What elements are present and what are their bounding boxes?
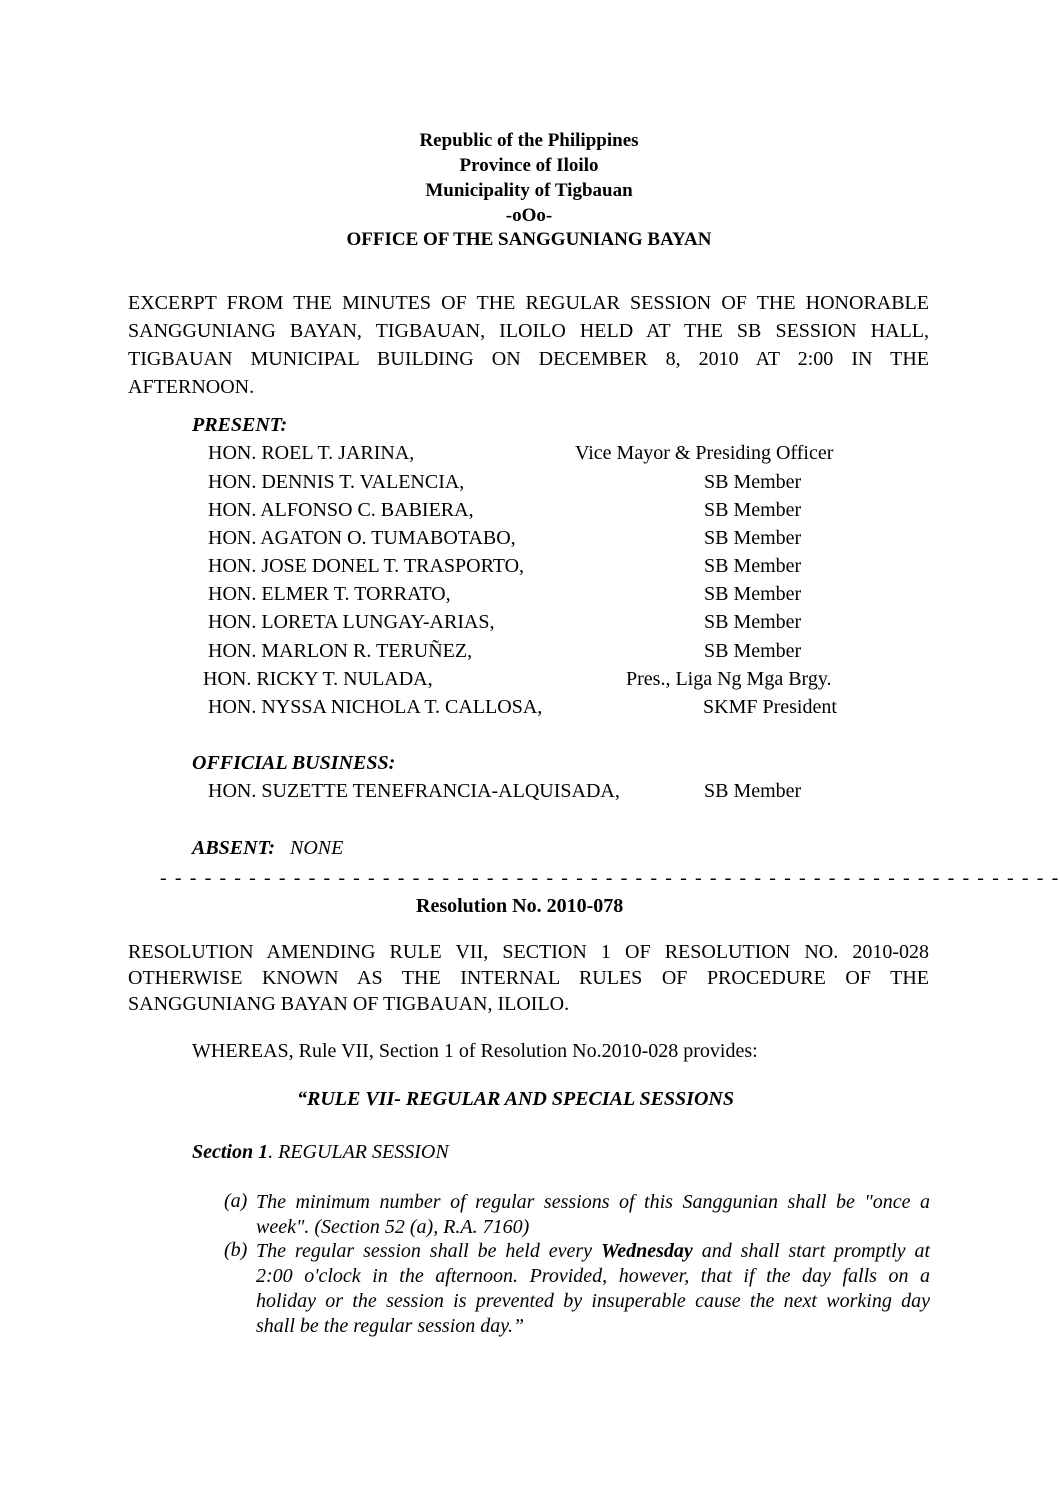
section-heading xyxy=(192,1141,449,1164)
member-name: HON. MARLON R. TERUÑEZ, xyxy=(208,640,473,662)
header-province: Province of Iloilo xyxy=(459,155,599,176)
member-role: SB Member xyxy=(704,583,802,605)
header-ornament: -oOo- xyxy=(505,205,553,226)
resolution-title-line: OTHERWISE KNOWN AS THE INTERNAL RULES OF PROCEDURE OF THE xyxy=(128,967,929,989)
section-label: Section 1 xyxy=(192,1141,269,1163)
absent-label: ABSENT: xyxy=(192,837,275,859)
resolution-title-line: SANGGUNIANG BAYAN OF TIGBAUAN, ILOILO. xyxy=(128,993,570,1015)
item-marker: (a) xyxy=(224,1190,248,1212)
member-name: HON. AGATON O. TUMABOTABO, xyxy=(208,527,516,549)
rule-item-a xyxy=(224,1190,930,1240)
excerpt-paragraph xyxy=(128,289,929,401)
header-republic: Republic of the Philippines xyxy=(419,130,639,151)
excerpt-line: TIGBAUAN MUNICIPAL BUILDING ON DECEMBER 8, 2010 AT 2:00 IN THE xyxy=(128,348,929,370)
header-municipality: Municipality of Tigbauan xyxy=(425,180,633,201)
whereas-clause: WHEREAS, Rule VII, Section 1 of Resolution No.2010-028 provides: xyxy=(192,1040,758,1062)
header-office: OFFICE OF THE SANGGUNIANG BAYAN xyxy=(346,229,712,250)
excerpt-line: SANGGUNIANG BAYAN, TIGBAUAN, ILOILO HELD AT THE SB SESSION HALL, xyxy=(128,320,929,342)
item-line: holiday or the session is prevented by insuperable cause the next working day xyxy=(256,1290,930,1312)
weekday-emphasis: Wednesday xyxy=(600,1240,693,1262)
member-name: HON. SUZETTE TENEFRANCIA-ALQUISADA, xyxy=(208,780,620,802)
member-name: HON. DENNIS T. VALENCIA, xyxy=(208,471,465,493)
excerpt-line: AFTERNOON. xyxy=(128,376,255,398)
rule-heading: “RULE VII- REGULAR AND SPECIAL SESSIONS xyxy=(297,1088,734,1110)
resolution-number: Resolution No. 2010-078 xyxy=(416,895,624,917)
item-line: The minimum number of regular sessions of this Sanggunian shall be "once a xyxy=(256,1191,930,1213)
resolution-title-line: RESOLUTION AMENDING RULE VII, SECTION 1 OF RESOLUTION NO. 2010-028 xyxy=(128,941,929,963)
absent-value: NONE xyxy=(289,837,344,859)
resolution-title xyxy=(128,939,929,1017)
member-name: HON. LORETA LUNGAY-ARIAS, xyxy=(208,611,495,633)
absent-row xyxy=(192,837,343,860)
member-role: SB Member xyxy=(704,640,802,662)
member-name: HON. NYSSA NICHOLA T. CALLOSA, xyxy=(208,696,543,718)
item-line: 2:00 o'clock in the afternoon. Provided, however, that if the day falls on a xyxy=(256,1265,930,1287)
section-title: . REGULAR SESSION xyxy=(268,1141,449,1163)
member-role: SB Member xyxy=(704,780,802,802)
excerpt-line: EXCERPT FROM THE MINUTES OF THE REGULAR SESSION OF THE HONORABLE xyxy=(128,292,929,314)
item-line-first: The regular session shall be held every Wednesday and shall start promptly at xyxy=(256,1240,931,1262)
item-line: week". (Section 52 (a), R.A. 7160) xyxy=(256,1216,530,1238)
member-name: HON. ELMER T. TORRATO, xyxy=(208,583,451,605)
item-line: shall be the regular session day.” xyxy=(256,1315,525,1337)
member-name: HON. RICKY T. NULADA, xyxy=(203,668,433,690)
dashed-divider: - - - - - - - - - - - - - - - - - - - - - - - - - - - - - - - - - - - - - - - - - - - - - - - - - - - - - - - - - - - - - xyxy=(160,867,1060,889)
member-name: HON. ROEL T. JARINA, xyxy=(208,442,415,464)
member-role: SB Member xyxy=(704,527,802,549)
member-role: SB Member xyxy=(704,471,802,493)
member-name: HON. JOSE DONEL T. TRASPORTO, xyxy=(208,555,525,577)
member-role: Vice Mayor & Presiding Officer xyxy=(575,442,834,464)
member-role: SB Member xyxy=(704,611,802,633)
member-role: SKMF President xyxy=(703,696,837,718)
member-role: SB Member xyxy=(704,499,802,521)
rule-item-b xyxy=(224,1239,930,1339)
member-role: SB Member xyxy=(704,555,802,577)
present-label: PRESENT: xyxy=(192,414,288,436)
member-role: Pres., Liga Ng Mga Brgy. xyxy=(626,668,832,690)
official-business-label: OFFICIAL BUSINESS: xyxy=(192,752,396,774)
member-name: HON. ALFONSO C. BABIERA, xyxy=(208,499,474,521)
item-marker: (b) xyxy=(224,1239,248,1261)
